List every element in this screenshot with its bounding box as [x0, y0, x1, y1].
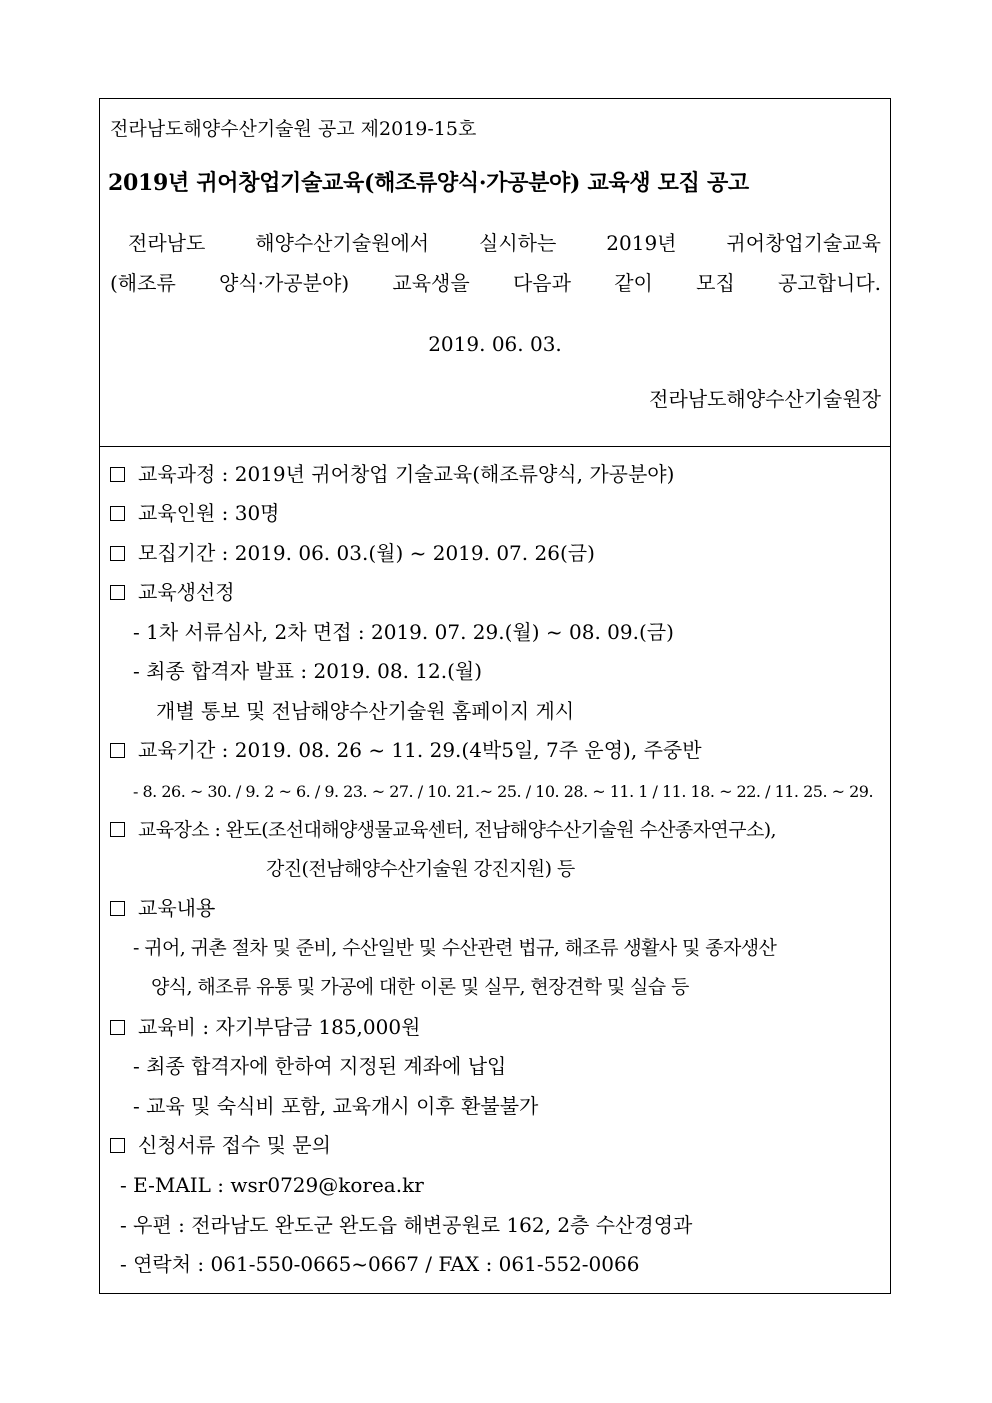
checkbox-square-icon	[110, 901, 125, 916]
capacity-text: 교육인원 : 30명	[138, 501, 280, 525]
checkbox-square-icon	[110, 467, 125, 482]
place-item	[110, 817, 776, 842]
notice-number: 전라남도해양수산기술원 공고 제2019-15호	[110, 118, 477, 140]
selection-text: 교육생선정	[138, 580, 235, 604]
place-text-line-2: 강진(전남해양수산기술원 강진지원) 등	[266, 858, 575, 880]
checkbox-square-icon	[110, 743, 125, 758]
course-text: 교육과정 : 2019년 귀어창업 기술교육(해조류양식, 가공분야)	[138, 462, 675, 486]
place-text-line-1: 교육장소 : 완도(조선대해양생물교육센터, 전남해양수산기술원 수산종자연구소),	[138, 819, 776, 841]
checkbox-square-icon	[110, 1138, 125, 1153]
fee-line-1: - 최종 합격자에 한하여 지정된 계좌에 납입	[133, 1054, 507, 1078]
checkbox-square-icon	[110, 822, 125, 837]
content-line-2: 양식, 해조류 유통 및 가공에 대한 이론 및 실무, 현장견학 및 실습 등	[151, 976, 689, 998]
intro-line-2: (해조류 양식·가공분야) 교육생을 다음과 같이 모집 공고합니다.	[110, 271, 881, 295]
recruit-period-item	[110, 541, 595, 565]
fee-text: 교육비 : 자기부담금 185,000원	[138, 1015, 421, 1039]
email-line: - E-MAIL : wsr0729@korea.kr	[120, 1173, 424, 1197]
content-line-1: - 귀어, 귀촌 절차 및 준비, 수산일반 및 수산관련 법규, 해조류 생활사 및 종자생산	[133, 937, 777, 959]
section-divider	[100, 446, 890, 447]
notice-date: 2019. 06. 03.	[428, 332, 562, 356]
edu-period-text: 교육기간 : 2019. 08. 26 ~ 11. 29.(4박5일, 7주 운영), 주중반	[138, 738, 702, 762]
checkbox-square-icon	[110, 585, 125, 600]
issuer: 전라남도해양수산기술원장	[649, 387, 881, 411]
edu-period-item	[110, 738, 702, 762]
selection-step-2: - 최종 합격자 발표 : 2019. 08. 12.(월)	[133, 659, 483, 683]
edu-schedule: - 8. 26. ~ 30. / 9. 2 ~ 6. / 9. 23. ~ 27. / 10. 21.~ 25. / 10. 28. ~ 11. 1 / 11. 18. ~ 22. / 11. 25. ~ 29.	[133, 782, 874, 801]
fee-item	[110, 1015, 420, 1039]
capacity-item	[110, 501, 280, 525]
contact-line: - 연락처 : 061-550-0665~0667 / FAX : 061-552-0066	[120, 1252, 640, 1276]
intro-line-1: 전라남도 해양수산기술원에서 실시하는 2019년 귀어창업기술교육	[128, 231, 881, 255]
selection-item	[110, 580, 235, 604]
checkbox-square-icon	[110, 1020, 125, 1035]
fee-line-2: - 교육 및 숙식비 포함, 교육개시 이후 환불불가	[133, 1094, 539, 1118]
recruit-period-text: 모집기간 : 2019. 06. 03.(월) ~ 2019. 07. 26(금)	[138, 541, 595, 565]
checkbox-square-icon	[110, 506, 125, 521]
content-text: 교육내용	[138, 896, 216, 920]
selection-step-1: - 1차 서류심사, 2차 면접 : 2019. 07. 29.(월) ~ 08. 09.(금)	[133, 620, 674, 644]
apply-text: 신청서류 접수 및 문의	[138, 1133, 331, 1157]
notice-frame	[99, 98, 891, 1294]
content-item	[110, 896, 215, 920]
mail-address-line: - 우편 : 전라남도 완도군 완도읍 해변공원로 162, 2층 수산경영과	[120, 1213, 693, 1237]
checkbox-square-icon	[110, 546, 125, 561]
selection-notice: 개별 통보 및 전남해양수산기술원 홈페이지 게시	[156, 699, 575, 723]
notice-title: 2019년 귀어창업기술교육(해조류양식·가공분야) 교육생 모집 공고	[108, 170, 749, 196]
course-item	[110, 462, 674, 486]
apply-item	[110, 1133, 331, 1157]
